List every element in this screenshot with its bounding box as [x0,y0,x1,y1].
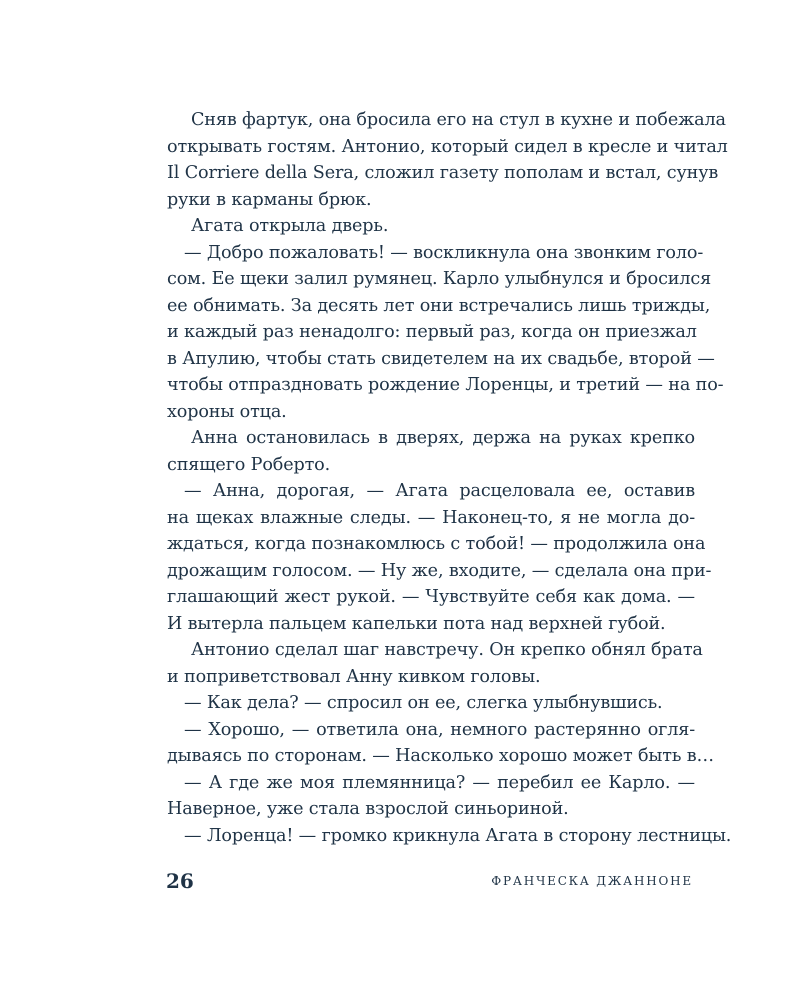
text-line: Антонио сделал шаг навстречу. Он крепко обнял брата [191,640,703,660]
text-line: Сняв фартук, она бросила его на стул в кухне и побежала [191,110,726,130]
text-line: дываясь по сторонам. — Насколько хорошо может быть в… [167,746,714,766]
text-line: открывать гостям. Антонио, который сидел в кресле и читал [167,136,728,157]
text-line: глашающий жест рукой. — Чувствуйте себя как дома. — [167,587,695,607]
text-line: — Лоренца! — громко крикнула Агата в сторону лестницы. [184,825,732,846]
text-line: ее обнимать. За десять лет они встречались лишь трижды, [167,295,711,316]
text-line: сом. Ее щеки залил румянец. Карло улыбнулся и бросился [167,269,712,289]
text-line: и каждый раз ненадолго: первый раз, когда он приезжал [167,322,697,342]
running-footer-author: ФРАНЧЕСКА ДЖАННОНЕ [491,874,693,888]
text-line: и поприветствовал Анну кивком головы. [167,666,541,687]
text-line: Анна остановилась в дверях, держа на руках крепко [191,428,695,448]
text-line: спящего Роберто. [167,454,331,475]
text-line: — Добро пожаловать! — воскликнула она звонким голо- [184,242,704,263]
body-text [167,107,732,849]
text-line: Агата открыла дверь. [191,216,389,236]
text-line: — Анна, дорогая, — Агата расцеловала ее, оставив [184,481,695,501]
text-line: ждаться, когда познакомлюсь с тобой! — продолжила она [167,534,706,554]
text-line: И вытерла пальцем капельки пота над верхней губой. [167,613,666,634]
text-line: руки в карманы брюк. [167,189,372,210]
text-line: — Как дела? — спросил он ее, слегка улыбнувшись. [184,693,663,713]
page-number: 26 [166,869,194,893]
text-line: дрожащим голосом. — Ну же, входите, — сделала она при- [167,560,712,581]
text-line: на щеках влажные следы. — Наконец-то, я не могла до- [167,507,695,528]
text-line: — Хорошо, — ответила она, немного растерянно огля- [184,719,695,740]
text-line: в Апулию, чтобы стать свидетелем на их свадьбе, второй — [167,348,715,369]
text-line: Il Corriere della Sera, сложил газету пополам и встал, сунув [167,163,719,183]
text-line: — А где же моя племянница? — перебил ее Карло. — [184,772,695,793]
text-line: Наверное, уже стала взрослой синьориной. [167,799,569,819]
text-line: хороны отца. [167,401,287,422]
text-line: чтобы отпраздновать рождение Лоренцы, и третий — на по- [167,375,724,395]
